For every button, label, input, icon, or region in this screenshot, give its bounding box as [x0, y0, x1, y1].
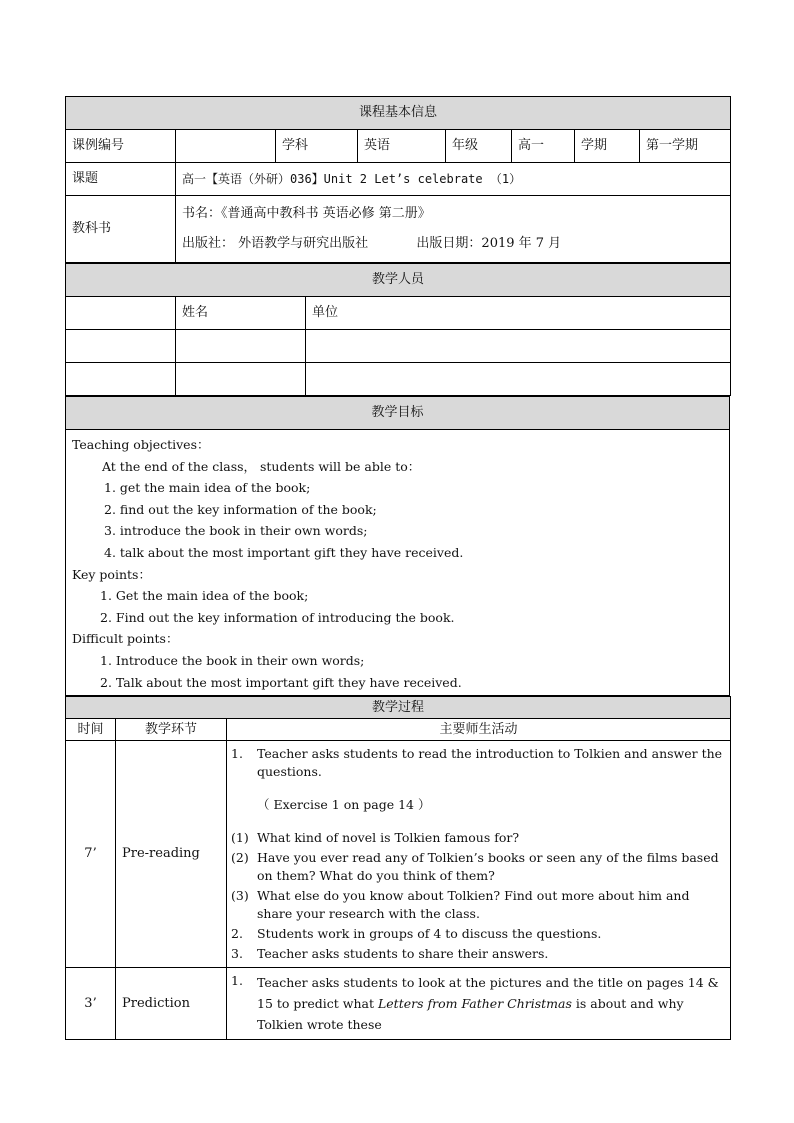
- topic-label: 课题: [66, 163, 176, 196]
- book-title: Letters from Father Christmas: [377, 996, 572, 1012]
- row-time: 3’: [66, 968, 116, 1040]
- question-item: (1) What kind of novel is Tolkien famous for?: [231, 830, 520, 846]
- row-activities: [227, 968, 731, 1040]
- staff-cell: [306, 363, 731, 396]
- objectives-header: 教学目标: [66, 397, 730, 430]
- textbook-label: 教科书: [66, 196, 176, 263]
- activity-item: 1. Teacher asks students to read the introduction to Tolkien and answer the questions.: [231, 746, 723, 780]
- teaching-objectives-label: Teaching objectives：: [72, 437, 210, 452]
- basic-info-table: [65, 96, 731, 263]
- objective-item: 3. introduce the book in their own words;: [104, 523, 368, 539]
- process-table: [65, 696, 731, 1040]
- grade-value: 高一: [512, 130, 575, 163]
- activity-text: Teacher asks students to look at the pictures and the title on pages 14 & 15 to predict what: [257, 975, 719, 1012]
- subject-value: 英语: [358, 130, 446, 163]
- case-no-label: 课例编号: [66, 130, 176, 163]
- process-header: 教学过程: [66, 697, 731, 719]
- col-time-header: 时间: [66, 719, 116, 741]
- key-point-item: 2. Find out the key information of introducing the book.: [100, 609, 455, 625]
- book-name: 书名：《普通高中教科书 英语必修 第二册》: [182, 206, 431, 221]
- staff-blank: [66, 297, 176, 330]
- objectives-intro: At the end of the class， students will be able to：: [102, 458, 421, 474]
- term-value: 第一学期: [640, 130, 731, 163]
- objective-item: 1. get the main idea of the book;: [104, 480, 311, 496]
- basic-info-header: 课程基本信息: [66, 97, 731, 130]
- objective-item: 4. talk about the most important gift they have received.: [104, 544, 464, 560]
- staff-cell: [306, 330, 731, 363]
- textbook-info: [176, 196, 731, 263]
- row-stage: Pre-reading: [116, 741, 227, 968]
- subject-label: 学科: [276, 130, 358, 163]
- staff-cell: [66, 330, 176, 363]
- case-no-value: [176, 130, 276, 163]
- publisher: 出版社： 外语教学与研究出版社: [182, 236, 369, 251]
- key-point-item: 1. Get the main idea of the book;: [100, 588, 309, 604]
- difficult-point-item: 1. Introduce the book in their own words;: [100, 652, 365, 668]
- row-stage: Prediction: [116, 968, 227, 1040]
- staff-table: [65, 263, 731, 396]
- term-label: 学期: [575, 130, 640, 163]
- topic-value: 高一【英语（外研）036】Unit 2 Let’s celebrate （1）: [176, 163, 731, 196]
- objective-item: 2. find out the key information of the book;: [104, 501, 377, 517]
- staff-cell: [66, 363, 176, 396]
- objectives-table: [65, 396, 730, 696]
- objectives-body: [66, 430, 730, 696]
- activity-item: 1. Teacher asks students to look at the pictures and the title on pages 14 & 15 to predict what Letters from Father Christmas is about and why Tolkien wrote these: [231, 973, 719, 1033]
- key-points-label: Key points：: [72, 566, 151, 582]
- col-stage-header: 教学环节: [116, 719, 227, 741]
- question-item: (2) Have you ever read any of Tolkien’s books or seen any of the films based on them? What do you think of them?: [231, 850, 719, 884]
- publish-date: 出版日期：2019 年 7 月: [416, 236, 562, 251]
- staff-cell: [176, 363, 306, 396]
- grade-label: 年级: [446, 130, 512, 163]
- staff-name-header: 姓名: [176, 297, 306, 330]
- row-activities: [227, 741, 731, 968]
- staff-unit-header: 单位: [306, 297, 731, 330]
- lesson-plan: [65, 96, 730, 1040]
- row-time: 7’: [66, 741, 116, 968]
- staff-header: 教学人员: [66, 264, 731, 297]
- activity-item: 2. Students work in groups of 4 to discuss the questions.: [231, 926, 602, 942]
- question-item: (3) What else do you know about Tolkien? Find out more about him and share your research with the class.: [231, 888, 690, 922]
- staff-cell: [176, 330, 306, 363]
- exercise-ref: （ Exercise 1 on page 14 ）: [257, 797, 431, 813]
- activity-item: 3. Teacher asks students to share their answers.: [231, 946, 549, 962]
- col-activity-header: 主要师生活动: [227, 719, 731, 741]
- difficult-point-item: 2. Talk about the most important gift they have received.: [100, 674, 462, 690]
- activity-text: is about and why Tolkien wrote these: [257, 996, 684, 1033]
- publisher-line: [182, 229, 724, 259]
- difficult-points-label: Difficult points：: [72, 631, 179, 647]
